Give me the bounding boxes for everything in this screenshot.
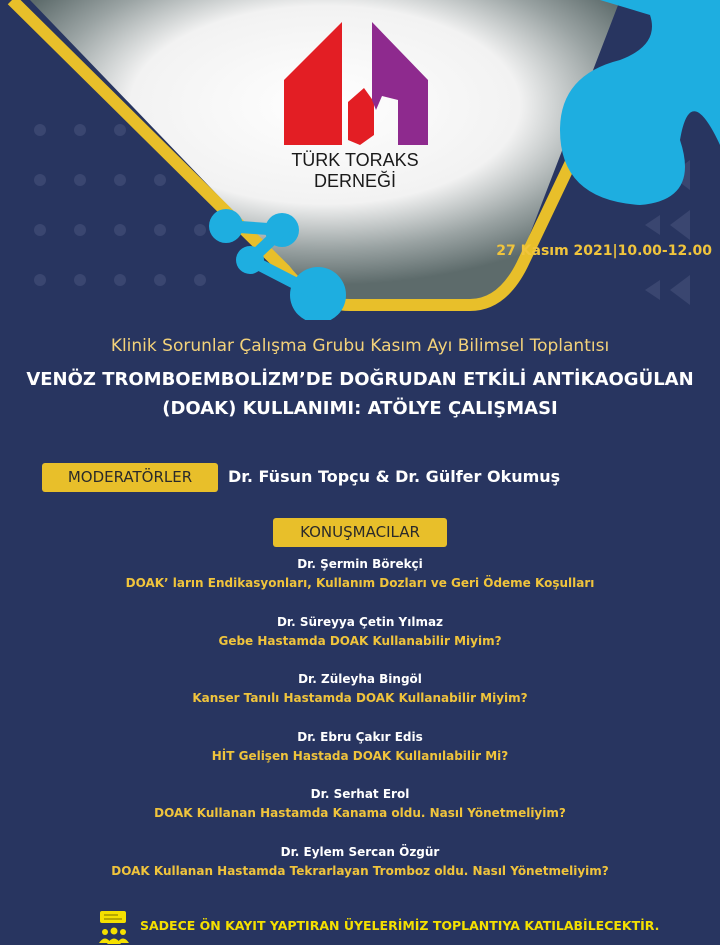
speaker-name: Dr. Serhat Erol (310, 787, 410, 801)
speaker-name: Dr. Eylem Sercan Özgür (280, 845, 440, 859)
speaker-item (0, 672, 720, 705)
speaker-item (0, 730, 720, 763)
speaker-name: Dr. Şermin Börekçi (297, 557, 423, 571)
speaker-name: Dr. Ebru Çakır Edis (297, 730, 423, 744)
speaker-topic: DOAK Kullanan Hastamda Tekrarlayan Tromboz oldu. Nasıl Yönetmeliyim? (111, 864, 609, 878)
event-subtitle: Klinik Sorunlar Çalışma Grubu Kasım Ayı Bilimsel Toplantısı (110, 336, 610, 356)
registration-note: SADECE ÖN KAYIT YAPTIRAN ÜYELERİMİZ TOPLANTIYA KATILABİLECEKTİR. (140, 918, 660, 933)
speaker-topic: HİT Gelişen Hastada DOAK Kullanılabilir Mi? (211, 749, 509, 763)
speaker-topic: Gebe Hastamda DOAK Kullanabilir Miyim? (218, 634, 502, 648)
event-title-line1: VENÖZ TROMBOEMBOLİZM’DE DOĞRUDAN ETKİLİ ANTİKAOGÜLAN (26, 369, 694, 390)
speaker-topic: DOAK’ ların Endikasyonları, Kullanım Dozları ve Geri Ödeme Koşulları (125, 576, 595, 590)
speaker-topic: Kanser Tanılı Hastamda DOAK Kullanabilir Miyim? (192, 691, 528, 705)
audience-icon (98, 910, 130, 944)
moderators-names: Dr. Füsun Topçu & Dr. Gülfer Okumuş (228, 467, 561, 486)
speaker-item (0, 615, 720, 648)
speaker-item (0, 787, 720, 820)
organization-name: TÜRK TORAKS DERNEĞİ (291, 150, 419, 191)
speaker-item (0, 557, 720, 590)
speaker-name: Dr. Süreyya Çetin Yılmaz (276, 615, 444, 629)
event-date: 27 Kasım 2021|10.00-12.00 (496, 243, 712, 259)
speaker-topic: DOAK Kullanan Hastamda Kanama oldu. Nasıl Yönetmeliyim? (154, 806, 566, 820)
speaker-name: Dr. Züleyha Bingöl (298, 672, 422, 686)
event-title-line2: (DOAK) KULLANIMI: ATÖLYE ÇALIŞMASI (162, 398, 558, 419)
moderators-label: MODERATÖRLER (42, 463, 218, 492)
speaker-item (0, 845, 720, 878)
speakers-label: KONUŞMACILAR (273, 518, 447, 547)
